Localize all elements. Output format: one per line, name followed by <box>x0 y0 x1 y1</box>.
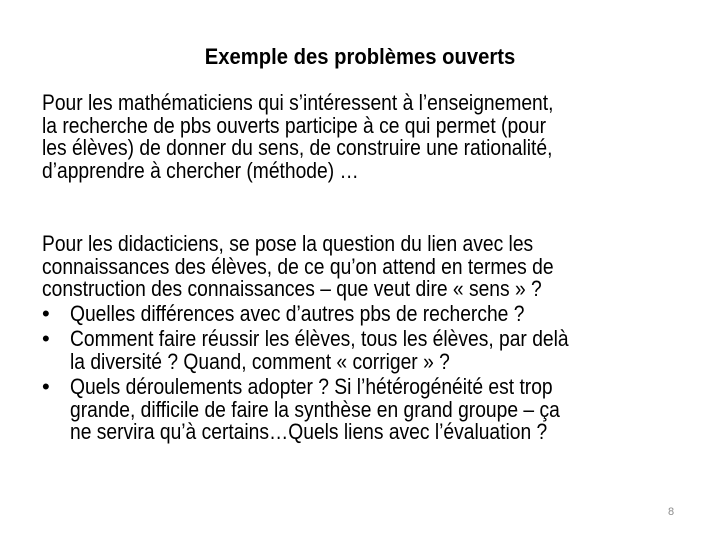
text-line: les élèves) de donner du sens, de construire une rationalité, <box>42 135 553 160</box>
bullet-text: Quelles différences avec d’autres pbs de recherche ? <box>70 300 525 326</box>
bullet-text: Quels déroulements adopter ? Si l’hétérogénéité est trop <box>70 374 553 399</box>
bullet-icon: • <box>42 326 50 351</box>
bullet-text: la diversité ? Quand, comment « corriger » ? <box>70 348 450 374</box>
bullet-text: Comment faire réussir les élèves, tous les élèves, par delà <box>70 326 569 351</box>
page-number: 8 <box>668 506 675 518</box>
bullet-list <box>42 300 640 444</box>
text-line: la recherche de pbs ouverts participe à ce qui permet (pour <box>42 112 546 138</box>
paragraph-mathematicians <box>42 92 627 182</box>
text-line: connaissances des élèves, de ce qu’on attend en termes de <box>42 253 554 279</box>
text-line: d’apprendre à chercher (méthode) … <box>42 157 359 183</box>
bullet-item <box>42 376 640 444</box>
bullet-text: ne servira qu’à certains…Quels liens avec l’évaluation ? <box>70 419 548 444</box>
slide-title: Exemple des problèmes ouverts <box>204 44 516 69</box>
bullet-text: grande, difficile de faire la synthèse en grand groupe – ça <box>70 396 560 422</box>
bullet-icon: • <box>42 300 50 326</box>
bullet-item <box>42 300 640 326</box>
bullet-item <box>42 328 640 373</box>
bullet-icon: • <box>42 374 50 399</box>
text-line: construction des connaissances – que veut dire « sens » ? <box>42 276 542 301</box>
text-line: Pour les mathématiciens qui s’intéressent à l’enseignement, <box>42 90 554 115</box>
paragraph-didacticians <box>42 233 640 444</box>
text-line: Pour les didacticiens, se pose la question du lien avec les <box>42 231 534 256</box>
